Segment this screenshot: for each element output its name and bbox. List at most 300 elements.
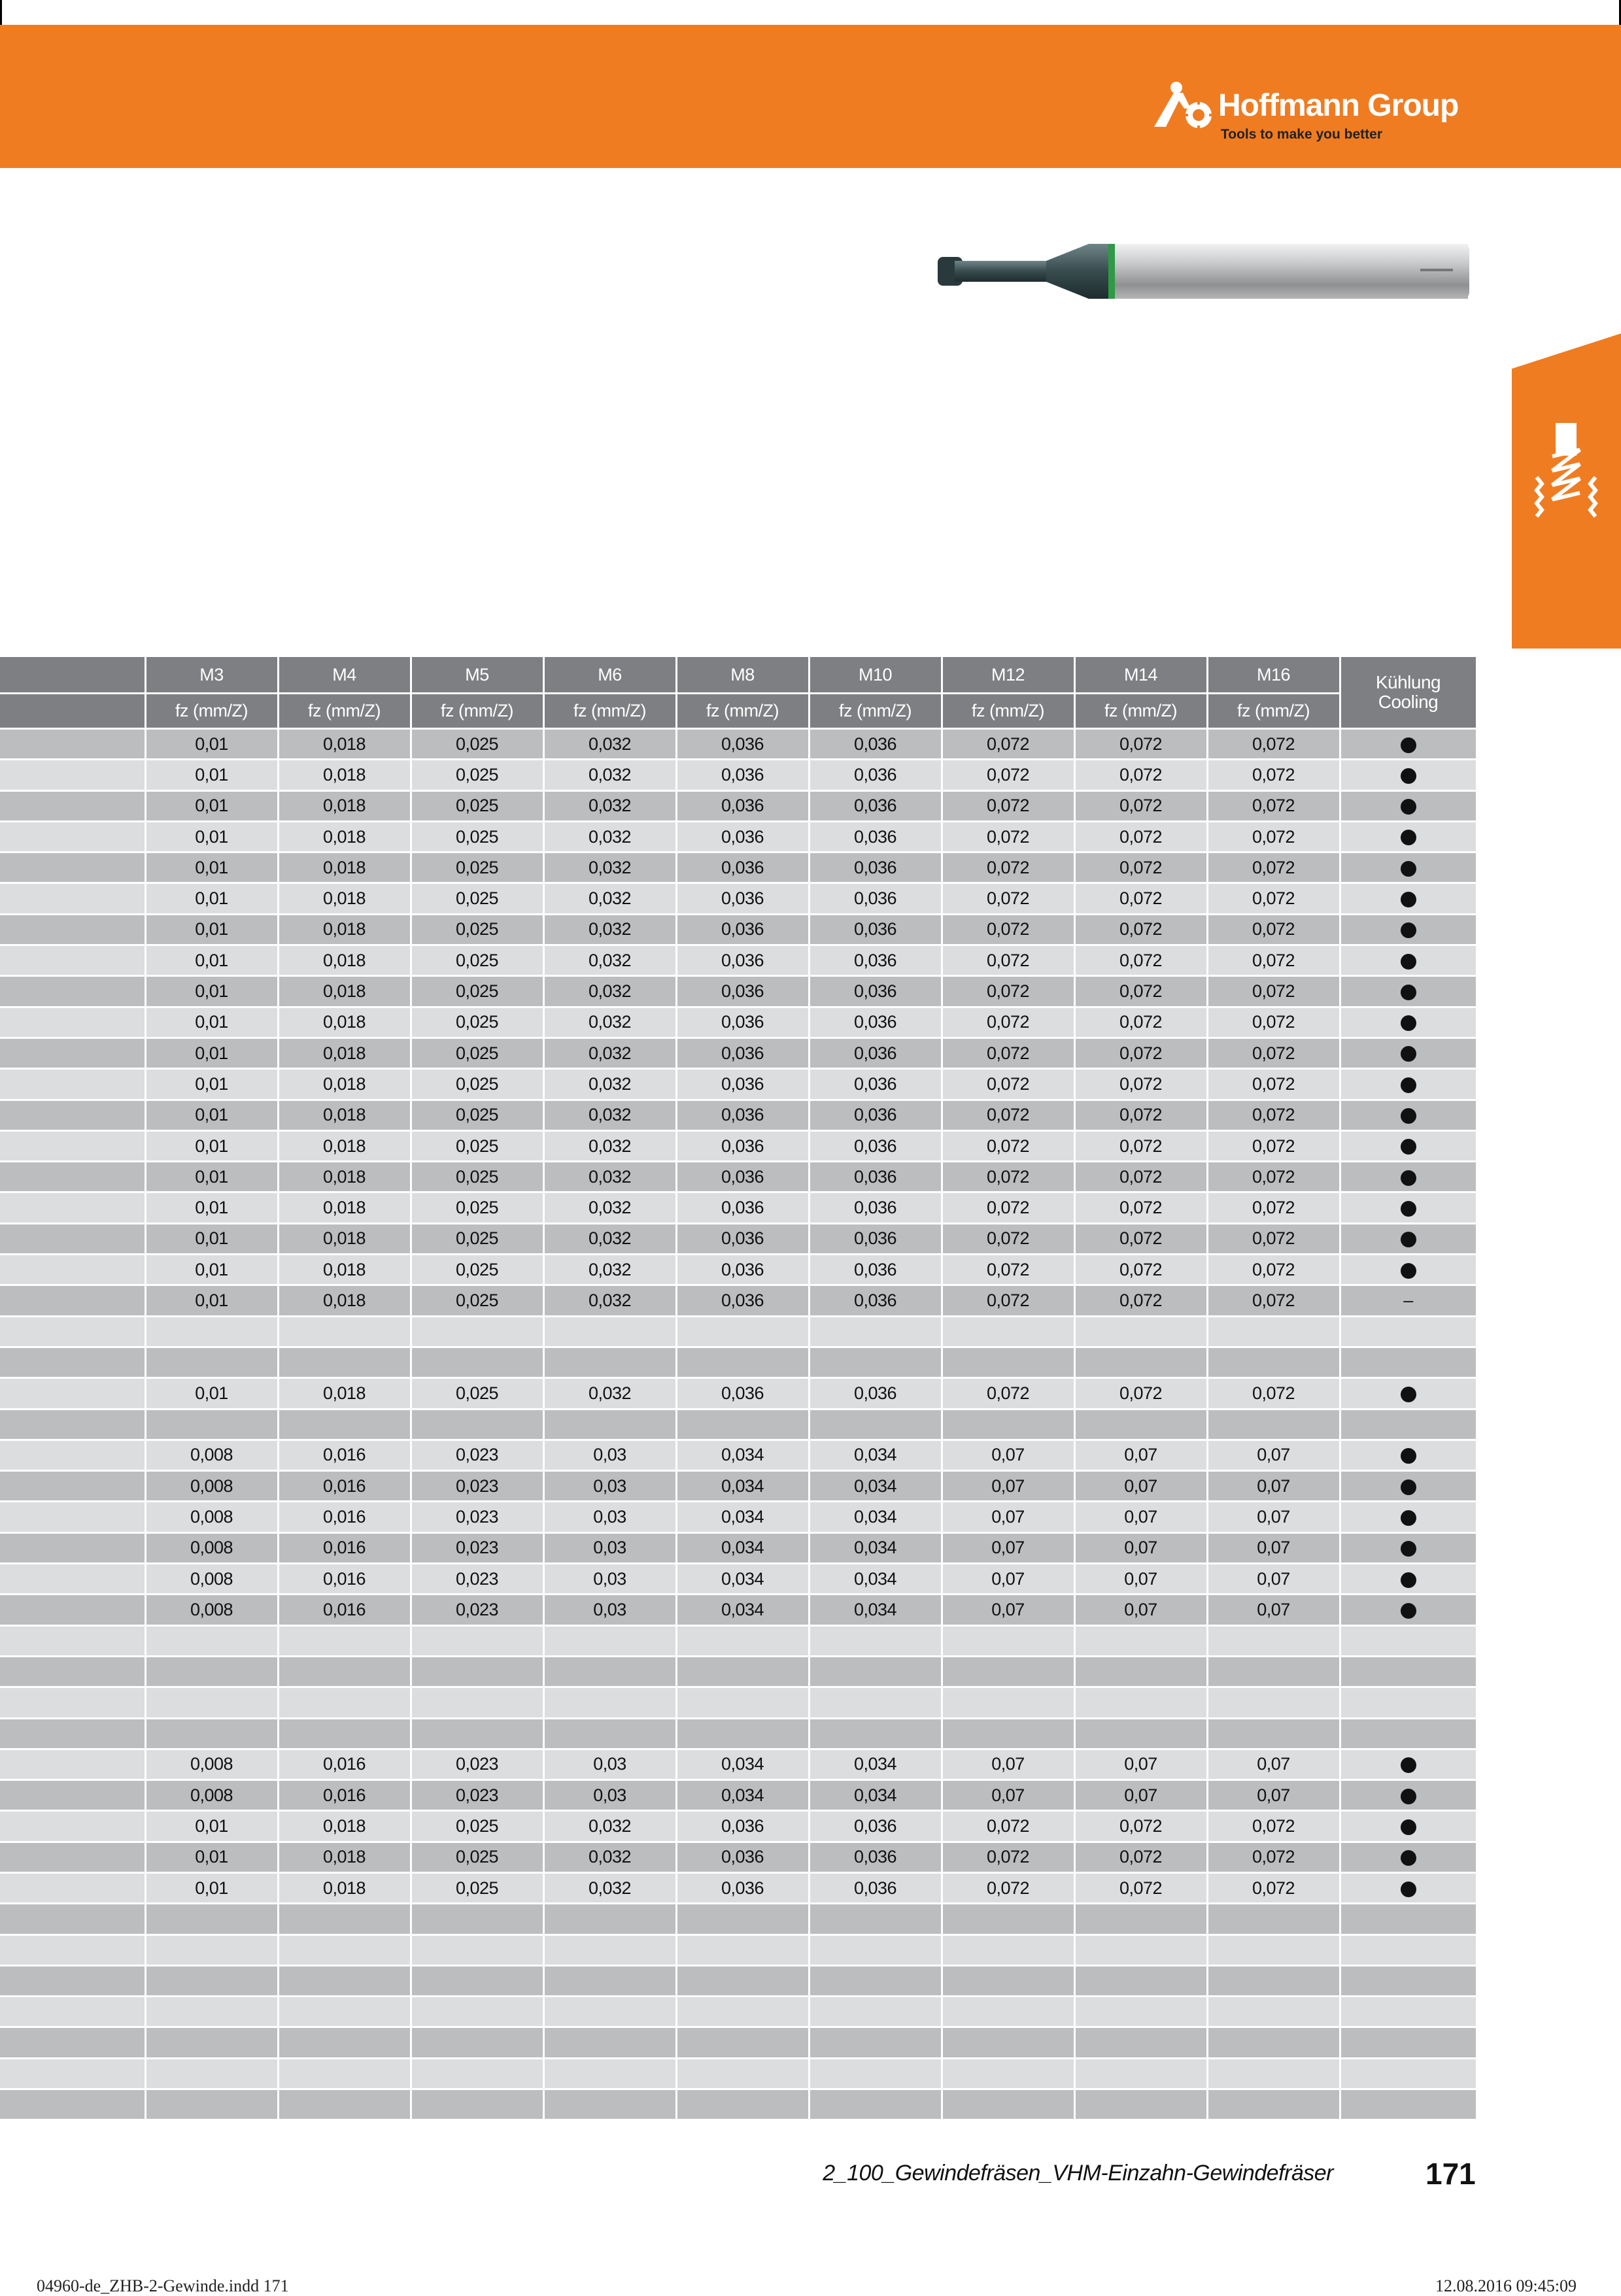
feed-value-cell [1207,1997,1340,2027]
feed-value-cell: 0,036 [809,760,942,790]
feed-value-cell: 0,018 [278,1255,411,1285]
row-label-cell [0,1749,145,1780]
feed-value-cell: 0,07 [1207,1595,1340,1625]
feed-value-cell [278,1934,411,1965]
thread-milling-icon [1512,333,1621,649]
feed-value-cell: 0,072 [1207,1038,1340,1068]
feed-value-cell [1074,2058,1207,2089]
feed-value-cell [1207,1347,1340,1377]
cooling-cell [1340,1842,1476,1872]
feed-value-cell: 0,07 [942,1502,1074,1532]
feed-value-cell [1074,1934,1207,1965]
feed-value-cell: 0,036 [676,1255,809,1285]
feed-value-cell: 0,036 [809,1038,942,1068]
feed-value-cell: 0,036 [676,1162,809,1192]
cooling-cell [1340,1904,1476,1934]
feed-value-cell: 0,072 [942,1223,1074,1254]
feed-value-cell: 0,016 [278,1749,411,1780]
feed-value-cell: 0,03 [543,1532,676,1563]
row-label-cell [0,1595,145,1625]
row-label-cell [0,1842,145,1872]
feed-value-cell: 0,025 [411,1285,543,1316]
cooling-dot-icon [1401,1201,1416,1217]
feed-value-cell: 0,032 [543,1162,676,1192]
row-label-cell [0,1255,145,1285]
table-row [0,1316,1476,1347]
feed-value-cell: 0,01 [145,1192,278,1223]
feed-value-cell: 0,018 [278,1811,411,1842]
cooling-cell [1340,1718,1476,1749]
feed-value-cell: 0,07 [1207,1780,1340,1811]
feed-value-cell: 0,07 [1207,1564,1340,1595]
cooling-dot-icon [1401,1603,1416,1619]
feed-value-cell: 0,032 [543,1842,676,1872]
cooling-cell [1340,1100,1476,1130]
cooling-cell [1340,976,1476,1007]
feed-value-cell: 0,032 [543,1038,676,1068]
feed-value-cell: 0,036 [676,729,809,760]
feed-value-cell: 0,01 [145,1811,278,1842]
feed-value-cell: 0,072 [942,1130,1074,1161]
table-row [0,1069,1476,1100]
feed-value-cell: 0,072 [1074,883,1207,914]
feed-value-cell: 0,032 [543,790,676,821]
row-label-cell [0,1625,145,1656]
feed-value-cell: 0,032 [543,914,676,945]
row-label-cell [0,2058,145,2089]
table-row [0,1718,1476,1749]
cooling-cell [1340,760,1476,790]
cooling-dot-icon [1401,1882,1416,1897]
feed-value-cell [809,1997,942,2027]
feed-value-cell: 0,032 [543,1192,676,1223]
brand-name: Hoffmann Group [1218,88,1459,123]
feed-value-cell: 0,036 [676,1378,809,1409]
cooling-cell [1340,2089,1476,2120]
feed-value-cell: 0,016 [278,1564,411,1595]
table-row [0,1347,1476,1377]
feed-value-cell [1074,1409,1207,1440]
print-slug-date: 12.08.2016 09:45:09 [1435,2276,1577,2295]
feed-value-cell: 0,072 [942,1811,1074,1842]
feed-value-cell [1074,1687,1207,1718]
feed-value-cell: 0,025 [411,1162,543,1192]
feed-value-cell: 0,072 [1207,1007,1340,1038]
feed-value-cell: 0,07 [942,1440,1074,1470]
header-blank [0,657,145,694]
table-row [0,1378,1476,1409]
feed-value-cell: 0,025 [411,1872,543,1903]
feed-value-cell: 0,025 [411,1038,543,1068]
table-row [0,1965,1476,1996]
cooling-cell [1340,853,1476,883]
feed-value-cell: 0,036 [809,1162,942,1192]
header-unit: fz (mm/Z) [411,694,543,729]
feed-value-cell: 0,025 [411,821,543,852]
row-label-cell [0,945,145,976]
feed-value-cell [145,2058,278,2089]
feed-value-cell: 0,036 [676,760,809,790]
feed-value-cell: 0,025 [411,1378,543,1409]
table-row [0,821,1476,852]
feed-value-cell: 0,036 [809,1130,942,1161]
feed-value-cell: 0,072 [1207,1162,1340,1192]
feed-value-cell: 0,07 [1207,1440,1340,1470]
feed-value-cell: 0,025 [411,1223,543,1254]
row-label-cell [0,883,145,914]
header-cooling [1340,657,1476,729]
feed-value-cell [676,1656,809,1687]
feed-value-cell [278,1656,411,1687]
feed-value-cell: 0,016 [278,1440,411,1470]
brand-logo[interactable] [1154,78,1494,150]
feed-value-cell [411,1718,543,1749]
feed-value-cell [543,1934,676,1965]
feed-value-cell: 0,008 [145,1595,278,1625]
feed-value-cell: 0,072 [942,1192,1074,1223]
feed-value-cell: 0,07 [1207,1532,1340,1563]
feed-value-cell: 0,072 [1207,729,1340,760]
feed-value-cell: 0,07 [1207,1471,1340,1502]
feed-value-cell: 0,034 [809,1595,942,1625]
feed-value-cell: 0,032 [543,760,676,790]
header-size: M4 [278,657,411,694]
feed-value-cell: 0,008 [145,1440,278,1470]
feed-value-cell [543,1409,676,1440]
feed-value-cell: 0,072 [942,1378,1074,1409]
cooling-cell [1340,1934,1476,1965]
feed-value-cell [278,1904,411,1934]
feed-value-cell: 0,034 [676,1471,809,1502]
table-header-sizes [0,657,1476,694]
feed-value-cell: 0,036 [676,1192,809,1223]
feed-value-cell: 0,036 [676,1069,809,1100]
feed-value-cell: 0,07 [1074,1440,1207,1470]
table-body [0,729,1476,2120]
feed-value-cell [145,1656,278,1687]
feed-value-cell: 0,072 [1207,1100,1340,1130]
feed-value-cell [1074,1625,1207,1656]
feed-value-cell [676,2027,809,2058]
feed-value-cell: 0,01 [145,976,278,1007]
row-label-cell [0,1378,145,1409]
feed-value-cell [809,2089,942,2120]
feed-value-cell: 0,01 [145,790,278,821]
cooling-dot-icon [1401,737,1416,753]
table-row [0,1038,1476,1068]
table-row [0,1564,1476,1595]
feed-value-cell [411,1347,543,1377]
feed-value-cell: 0,036 [809,976,942,1007]
table-row [0,729,1476,760]
table-row [0,1100,1476,1130]
feed-value-cell: 0,008 [145,1780,278,1811]
feed-value-cell: 0,036 [809,883,942,914]
feed-value-cell: 0,07 [1074,1780,1207,1811]
cooling-cell [1340,1316,1476,1347]
feed-value-cell: 0,008 [145,1502,278,1532]
feed-value-cell [942,2027,1074,2058]
feed-value-cell: 0,018 [278,1872,411,1903]
cooling-cell [1340,1749,1476,1780]
feed-value-cell: 0,034 [676,1595,809,1625]
feed-value-cell: 0,01 [145,1038,278,1068]
feed-value-cell [809,1904,942,1934]
feed-value-cell: 0,023 [411,1532,543,1563]
row-label-cell [0,1162,145,1192]
feed-value-cell [1207,1409,1340,1440]
feed-value-cell [676,1934,809,1965]
cooling-cell [1340,1130,1476,1161]
cooling-cell [1340,1656,1476,1687]
feed-value-cell: 0,025 [411,1255,543,1285]
feed-value-cell: 0,072 [1074,1069,1207,1100]
header-size: M3 [145,657,278,694]
cooling-dot-icon [1401,1108,1416,1124]
feed-value-cell: 0,072 [942,853,1074,883]
feed-value-cell: 0,036 [676,1038,809,1068]
table-row [0,790,1476,821]
feed-value-cell [145,1904,278,1934]
table-row [0,1625,1476,1656]
feed-value-cell: 0,072 [1074,1130,1207,1161]
feed-value-cell [676,1965,809,1996]
table-row [0,1192,1476,1223]
feed-value-cell: 0,07 [1207,1502,1340,1532]
row-label-cell [0,1192,145,1223]
feed-value-cell [942,1997,1074,2027]
cooling-cell [1340,1378,1476,1409]
header-unit: fz (mm/Z) [942,694,1074,729]
feed-value-cell: 0,032 [543,1285,676,1316]
feed-value-cell: 0,036 [809,1378,942,1409]
feed-value-cell [543,1997,676,2027]
feed-value-cell: 0,03 [543,1564,676,1595]
feed-value-cell: 0,01 [145,1130,278,1161]
feed-value-cell [942,1687,1074,1718]
feed-value-cell: 0,01 [145,1842,278,1872]
feed-value-cell: 0,025 [411,1811,543,1842]
cooling-cell [1340,1440,1476,1470]
feed-value-cell: 0,036 [809,945,942,976]
feed-value-cell: 0,072 [1207,1223,1340,1254]
cooling-dot-icon [1401,1479,1416,1495]
feed-value-cell: 0,034 [809,1532,942,1563]
header-unit: fz (mm/Z) [543,694,676,729]
header-unit: fz (mm/Z) [809,694,942,729]
feed-value-cell: 0,025 [411,790,543,821]
table-row [0,1007,1476,1038]
feed-value-cell [145,1347,278,1377]
feed-value-cell: 0,034 [676,1502,809,1532]
feed-value-cell [145,1316,278,1347]
header-cooling-en: Cooling [1378,692,1439,712]
feed-value-cell [411,1656,543,1687]
feed-value-cell: 0,032 [543,853,676,883]
cooling-dot-icon [1401,985,1416,1000]
feed-value-cell: 0,016 [278,1502,411,1532]
page-number: 171 [1425,2157,1476,2191]
feed-value-cell [942,2089,1074,2120]
feed-value-cell: 0,023 [411,1471,543,1502]
feed-value-cell: 0,072 [1207,1872,1340,1903]
feed-value-cell [809,1656,942,1687]
feed-value-cell [676,1997,809,2027]
feed-value-cell [1074,1997,1207,2027]
cooling-cell [1340,1997,1476,2027]
feed-value-cell: 0,072 [942,729,1074,760]
feed-value-cell: 0,036 [809,729,942,760]
feed-value-cell [145,1687,278,1718]
table-row [0,976,1476,1007]
feed-value-cell: 0,034 [809,1502,942,1532]
feed-value-cell: 0,008 [145,1749,278,1780]
feed-value-cell [411,2058,543,2089]
cooling-dot-icon [1401,1572,1416,1588]
feed-value-cell: 0,036 [676,1285,809,1316]
feed-value-cell [278,2089,411,2120]
feed-value-cell: 0,036 [676,821,809,852]
feed-value-cell: 0,032 [543,1872,676,1903]
cooling-cell [1340,1502,1476,1532]
feed-value-cell: 0,025 [411,883,543,914]
feed-value-cell [809,1316,942,1347]
cooling-dot-icon [1401,1448,1416,1464]
feed-value-cell [543,2089,676,2120]
feed-value-cell: 0,036 [809,821,942,852]
feed-value-cell: 0,025 [411,1100,543,1130]
feed-value-cell: 0,07 [942,1532,1074,1563]
cooling-dot-icon [1401,830,1416,845]
cooling-cell [1340,729,1476,760]
table-row [0,2027,1476,2058]
row-label-cell [0,1564,145,1595]
feed-value-cell [676,2058,809,2089]
feed-value-cell [145,2027,278,2058]
header-size: M6 [543,657,676,694]
feed-value-cell: 0,036 [676,1811,809,1842]
feed-value-cell: 0,07 [1074,1595,1207,1625]
feed-value-cell [411,1625,543,1656]
feed-value-cell [543,1656,676,1687]
feed-value-cell: 0,034 [809,1749,942,1780]
feed-value-cell [1207,1316,1340,1347]
feed-value-cell: 0,072 [1207,1130,1340,1161]
feed-value-cell: 0,025 [411,1007,543,1038]
feed-value-cell: 0,072 [1074,1100,1207,1130]
feed-value-cell [411,1997,543,2027]
feed-value-cell [543,1718,676,1749]
feed-value-cell: 0,07 [1074,1502,1207,1532]
feed-value-cell: 0,034 [676,1749,809,1780]
feed-value-cell: 0,072 [1074,790,1207,821]
feed-value-cell: 0,018 [278,1038,411,1068]
feed-value-cell [145,2089,278,2120]
feed-value-cell: 0,032 [543,821,676,852]
feed-value-cell: 0,018 [278,1100,411,1130]
feed-value-cell: 0,072 [1074,1842,1207,1872]
feed-value-cell [1207,1656,1340,1687]
feed-value-cell: 0,036 [676,1130,809,1161]
header-size: M8 [676,657,809,694]
row-label-cell [0,1718,145,1749]
feed-value-cell: 0,008 [145,1532,278,1563]
feed-value-cell: 0,034 [809,1440,942,1470]
header-size: M16 [1207,657,1340,694]
row-label-cell [0,1285,145,1316]
feed-value-cell [809,1687,942,1718]
feed-value-cell: 0,072 [942,1038,1074,1068]
feed-value-cell: 0,072 [942,1069,1074,1100]
feed-value-cell: 0,018 [278,914,411,945]
feed-value-cell: 0,032 [543,1811,676,1842]
cooling-cell [1340,1872,1476,1903]
table-row [0,1780,1476,1811]
feed-value-cell: 0,072 [1074,1038,1207,1068]
feed-value-cell [809,2058,942,2089]
feed-value-cell [809,1625,942,1656]
feed-value-cell [676,1687,809,1718]
feed-value-cell: 0,036 [676,853,809,883]
feed-value-cell [278,1625,411,1656]
feed-value-cell: 0,072 [942,1100,1074,1130]
feed-value-cell: 0,034 [809,1471,942,1502]
cooling-dot-icon [1401,1541,1416,1557]
feed-value-cell [278,2027,411,2058]
feed-value-cell [145,1718,278,1749]
crop-mark-top-left [0,0,2,25]
row-label-cell [0,2089,145,2120]
cooling-dot-icon [1401,954,1416,970]
feed-value-cell: 0,008 [145,1564,278,1595]
feed-value-cell: 0,018 [278,853,411,883]
thread-mill-tool-image [929,239,1478,304]
table-row [0,1811,1476,1842]
feed-value-cell: 0,07 [942,1780,1074,1811]
feed-value-cell: 0,036 [809,1069,942,1100]
cooling-cell [1340,1409,1476,1440]
feed-value-cell: 0,01 [145,1007,278,1038]
feed-value-cell [543,1316,676,1347]
feed-value-cell: 0,01 [145,821,278,852]
feed-value-cell [543,1625,676,1656]
feed-value-cell: 0,025 [411,853,543,883]
feed-value-cell: 0,072 [942,883,1074,914]
feed-value-cell [543,1965,676,1996]
feed-value-cell: 0,008 [145,1471,278,1502]
feed-value-cell: 0,07 [942,1564,1074,1595]
feed-value-cell [942,1409,1074,1440]
header-unit: fz (mm/Z) [676,694,809,729]
feed-value-cell [543,2027,676,2058]
row-label-cell [0,853,145,883]
feed-value-cell: 0,036 [809,1007,942,1038]
feed-value-cell: 0,072 [1207,760,1340,790]
cooling-dot-icon [1401,1387,1416,1402]
feed-value-cell [278,1997,411,2027]
cooling-cell [1340,1192,1476,1223]
feed-value-cell: 0,018 [278,945,411,976]
feed-value-cell: 0,072 [1074,853,1207,883]
feed-value-cell: 0,036 [676,1100,809,1130]
feed-value-cell [676,1904,809,1934]
feed-value-cell: 0,072 [942,1872,1074,1903]
row-label-cell [0,1038,145,1068]
feed-value-cell: 0,036 [809,1100,942,1130]
cooling-dot-icon [1401,1015,1416,1031]
cooling-dot-icon [1401,1139,1416,1155]
feed-value-cell: 0,01 [145,760,278,790]
